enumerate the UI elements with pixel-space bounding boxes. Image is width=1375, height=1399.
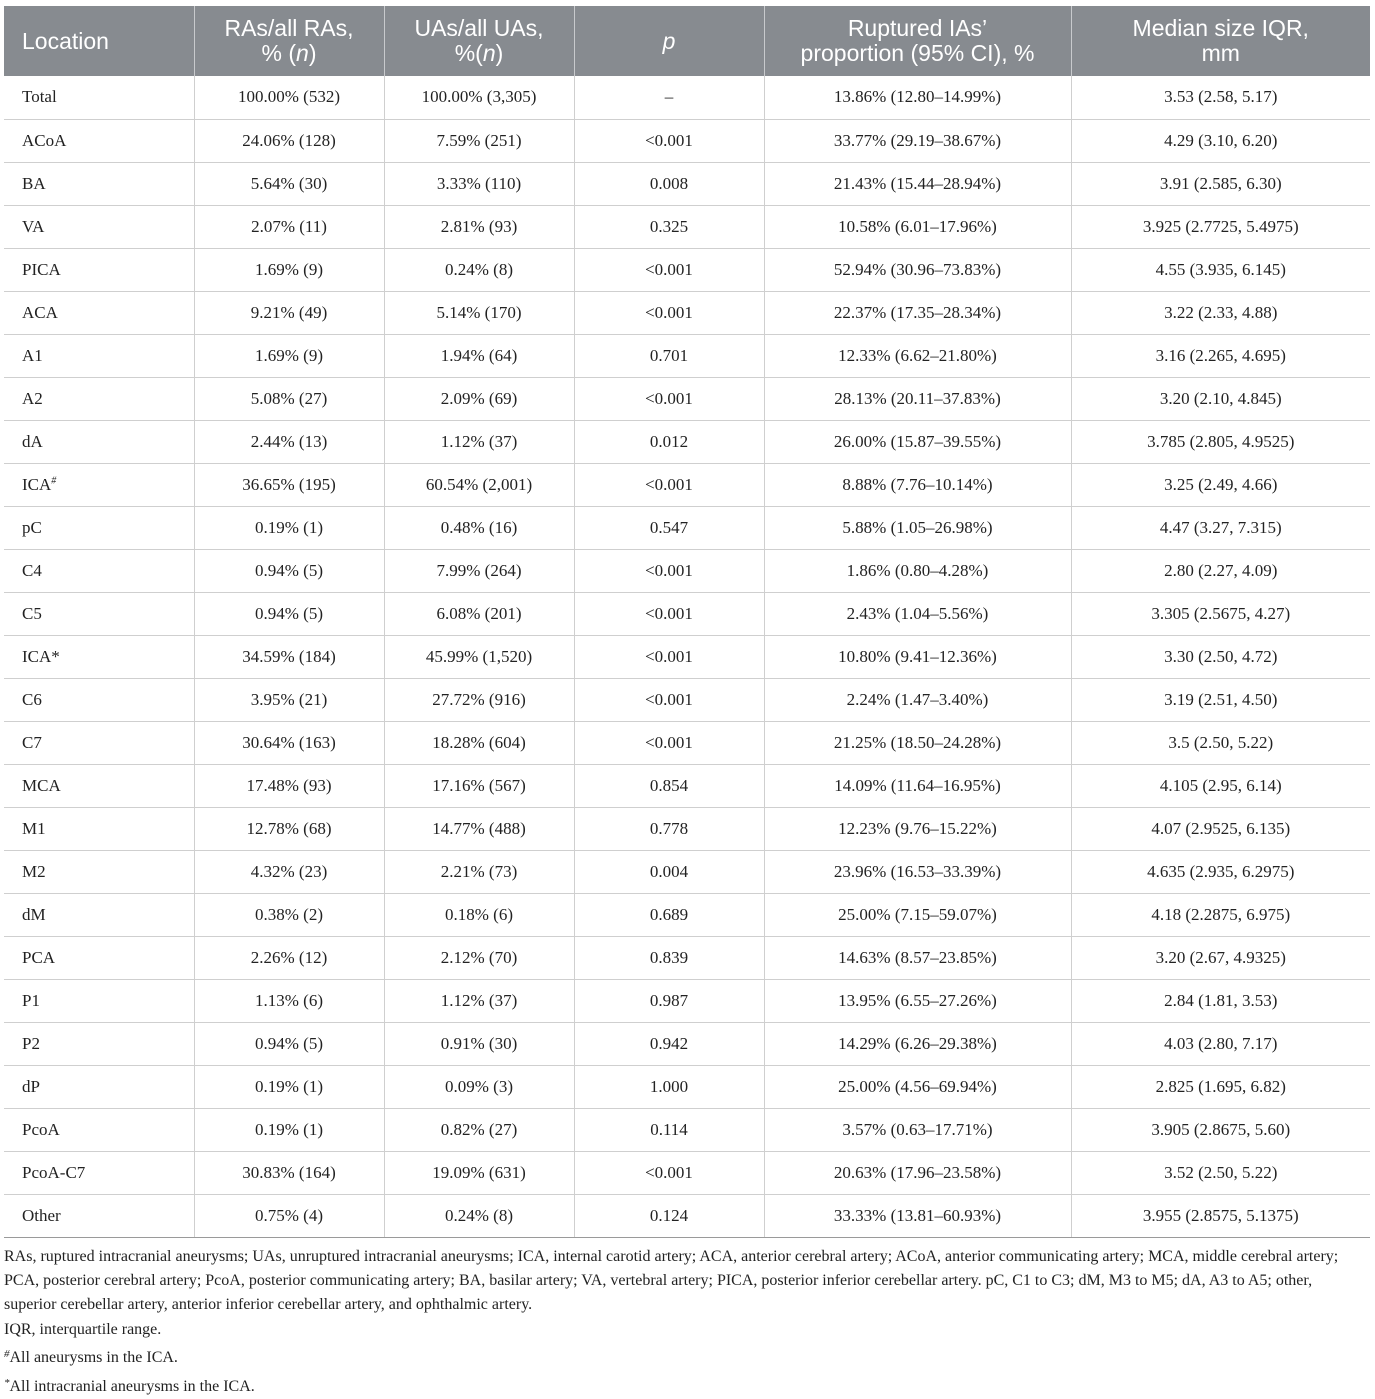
cell-proportion: 33.33% (13.81–60.93%) <box>764 1194 1071 1237</box>
cell-median-size: 4.18 (2.2875, 6.975) <box>1071 893 1370 936</box>
cell-uas: 27.72% (916) <box>384 678 574 721</box>
cell-proportion: 10.80% (9.41–12.36%) <box>764 635 1071 678</box>
cell-uas: 3.33% (110) <box>384 162 574 205</box>
cell-ras: 0.94% (5) <box>194 549 384 592</box>
cell-location: Total <box>4 76 194 119</box>
cell-location: ACoA <box>4 119 194 162</box>
cell-ras: 2.07% (11) <box>194 205 384 248</box>
cell-median-size: 3.305 (2.5675, 4.27) <box>1071 592 1370 635</box>
cell-median-size: 2.825 (1.695, 6.82) <box>1071 1065 1370 1108</box>
cell-uas: 0.91% (30) <box>384 1022 574 1065</box>
table-row <box>4 1194 1370 1237</box>
cell-median-size: 4.07 (2.9525, 6.135) <box>1071 807 1370 850</box>
cell-proportion: 14.29% (6.26–29.38%) <box>764 1022 1071 1065</box>
cell-uas: 60.54% (2,001) <box>384 463 574 506</box>
table-row <box>4 764 1370 807</box>
cell-location: ICA# <box>4 463 194 506</box>
cell-location: PcoA <box>4 1108 194 1151</box>
cell-p: 0.124 <box>574 1194 764 1237</box>
cell-p: 0.547 <box>574 506 764 549</box>
cell-median-size: 3.52 (2.50, 5.22) <box>1071 1151 1370 1194</box>
cell-proportion: 8.88% (7.76–10.14%) <box>764 463 1071 506</box>
cell-location: A1 <box>4 334 194 377</box>
cell-uas: 18.28% (604) <box>384 721 574 764</box>
table-row <box>4 248 1370 291</box>
cell-uas: 5.14% (170) <box>384 291 574 334</box>
cell-uas: 2.21% (73) <box>384 850 574 893</box>
cell-p: <0.001 <box>574 291 764 334</box>
cell-location: pC <box>4 506 194 549</box>
cell-ras: 3.95% (21) <box>194 678 384 721</box>
cell-proportion: 25.00% (4.56–69.94%) <box>764 1065 1071 1108</box>
cell-p: 0.839 <box>574 936 764 979</box>
cell-uas: 1.94% (64) <box>384 334 574 377</box>
header-proportion: Ruptured IAs’ proportion (95% CI), % <box>764 6 1071 76</box>
cell-median-size: 4.03 (2.80, 7.17) <box>1071 1022 1370 1065</box>
table-body <box>4 76 1370 1237</box>
header-uas: UAs/all UAs, %(n) <box>384 6 574 76</box>
data-table <box>4 6 1370 1238</box>
cell-proportion: 5.88% (1.05–26.98%) <box>764 506 1071 549</box>
cell-p: 0.778 <box>574 807 764 850</box>
cell-location: C6 <box>4 678 194 721</box>
cell-uas: 7.59% (251) <box>384 119 574 162</box>
cell-p: – <box>574 76 764 119</box>
cell-median-size: 4.29 (3.10, 6.20) <box>1071 119 1370 162</box>
table-row <box>4 678 1370 721</box>
footnote-iqr: IQR, interquartile range. <box>4 1320 162 1338</box>
footnote-abbreviations: RAs, ruptured intracranial aneurysms; UAs, unruptured intracranial aneurysms; ICA, internal carotid artery; ACA, anterior cerebral artery; ACoA, anterior communicating artery; MCA, middle cerebral artery; PCA, posterior cerebral artery; PcoA, posterior communicating artery; BA, basilar artery; VA, vertebral artery; PICA, posterior inferior cerebellar artery. pC, C1 to C3; dM, M3 to M5; dA, A3 to A5; other, superior cerebellar artery, anterior inferior cerebellar artery, and ophthalmic artery. <box>4 1247 1339 1314</box>
cell-p: 0.854 <box>574 764 764 807</box>
cell-ras: 0.19% (1) <box>194 506 384 549</box>
cell-ras: 34.59% (184) <box>194 635 384 678</box>
cell-ras: 24.06% (128) <box>194 119 384 162</box>
cell-p: 0.942 <box>574 1022 764 1065</box>
cell-p: <0.001 <box>574 377 764 420</box>
table-row <box>4 205 1370 248</box>
table-row <box>4 506 1370 549</box>
cell-ras: 17.48% (93) <box>194 764 384 807</box>
cell-uas: 0.48% (16) <box>384 506 574 549</box>
cell-median-size: 3.925 (2.7725, 5.4975) <box>1071 205 1370 248</box>
cell-proportion: 2.24% (1.47–3.40%) <box>764 678 1071 721</box>
table-row <box>4 936 1370 979</box>
cell-location: M1 <box>4 807 194 850</box>
table-row <box>4 893 1370 936</box>
cell-uas: 1.12% (37) <box>384 979 574 1022</box>
table-row <box>4 1108 1370 1151</box>
cell-uas: 2.12% (70) <box>384 936 574 979</box>
cell-ras: 2.44% (13) <box>194 420 384 463</box>
cell-p: 0.008 <box>574 162 764 205</box>
cell-location: C4 <box>4 549 194 592</box>
cell-ras: 12.78% (68) <box>194 807 384 850</box>
header-location: Location <box>4 6 194 76</box>
cell-ras: 1.13% (6) <box>194 979 384 1022</box>
cell-proportion: 28.13% (20.11–37.83%) <box>764 377 1071 420</box>
cell-proportion: 26.00% (15.87–39.55%) <box>764 420 1071 463</box>
cell-p: 0.325 <box>574 205 764 248</box>
table-row <box>4 549 1370 592</box>
header-p: p <box>574 6 764 76</box>
table-row <box>4 162 1370 205</box>
cell-median-size: 3.785 (2.805, 4.9525) <box>1071 420 1370 463</box>
cell-median-size: 3.905 (2.8675, 5.60) <box>1071 1108 1370 1151</box>
cell-ras: 4.32% (23) <box>194 850 384 893</box>
cell-ras: 30.83% (164) <box>194 1151 384 1194</box>
cell-ras: 0.19% (1) <box>194 1065 384 1108</box>
cell-p: <0.001 <box>574 248 764 291</box>
cell-p: <0.001 <box>574 635 764 678</box>
cell-uas: 45.99% (1,520) <box>384 635 574 678</box>
cell-location: C7 <box>4 721 194 764</box>
cell-p: <0.001 <box>574 549 764 592</box>
table-row <box>4 463 1370 506</box>
cell-ras: 1.69% (9) <box>194 334 384 377</box>
cell-p: <0.001 <box>574 1151 764 1194</box>
table-row <box>4 420 1370 463</box>
cell-proportion: 14.63% (8.57–23.85%) <box>764 936 1071 979</box>
cell-location: BA <box>4 162 194 205</box>
table-row <box>4 850 1370 893</box>
cell-proportion: 12.33% (6.62–21.80%) <box>764 334 1071 377</box>
cell-median-size: 3.955 (2.8575, 5.1375) <box>1071 1194 1370 1237</box>
cell-location: MCA <box>4 764 194 807</box>
document <box>4 6 1370 1399</box>
cell-uas: 0.24% (8) <box>384 248 574 291</box>
cell-location: ICA* <box>4 635 194 678</box>
table-row <box>4 1151 1370 1194</box>
cell-median-size: 4.635 (2.935, 6.2975) <box>1071 850 1370 893</box>
cell-p: 1.000 <box>574 1065 764 1108</box>
cell-p: <0.001 <box>574 721 764 764</box>
table-header <box>4 6 1370 76</box>
cell-proportion: 21.25% (18.50–24.28%) <box>764 721 1071 764</box>
cell-p: <0.001 <box>574 592 764 635</box>
cell-uas: 19.09% (631) <box>384 1151 574 1194</box>
cell-p: 0.701 <box>574 334 764 377</box>
cell-uas: 0.09% (3) <box>384 1065 574 1108</box>
cell-location: Other <box>4 1194 194 1237</box>
table-row <box>4 1065 1370 1108</box>
cell-median-size: 3.30 (2.50, 4.72) <box>1071 635 1370 678</box>
table-row <box>4 377 1370 420</box>
footnote-hash: #All aneurysms in the ICA. <box>4 1348 178 1367</box>
table-row <box>4 119 1370 162</box>
table-row <box>4 1022 1370 1065</box>
cell-uas: 14.77% (488) <box>384 807 574 850</box>
cell-uas: 1.12% (37) <box>384 420 574 463</box>
cell-ras: 0.75% (4) <box>194 1194 384 1237</box>
cell-median-size: 3.22 (2.33, 4.88) <box>1071 291 1370 334</box>
cell-proportion: 25.00% (7.15–59.07%) <box>764 893 1071 936</box>
cell-location: dP <box>4 1065 194 1108</box>
footnote-marker: # <box>51 474 57 486</box>
cell-median-size: 3.19 (2.51, 4.50) <box>1071 678 1370 721</box>
cell-median-size: 3.5 (2.50, 5.22) <box>1071 721 1370 764</box>
cell-proportion: 13.86% (12.80–14.99%) <box>764 76 1071 119</box>
cell-uas: 17.16% (567) <box>384 764 574 807</box>
cell-location: P2 <box>4 1022 194 1065</box>
cell-proportion: 1.86% (0.80–4.28%) <box>764 549 1071 592</box>
cell-p: <0.001 <box>574 463 764 506</box>
cell-median-size: 4.47 (3.27, 7.315) <box>1071 506 1370 549</box>
cell-proportion: 14.09% (11.64–16.95%) <box>764 764 1071 807</box>
footnote-star: *All intracranial aneurysms in the ICA. <box>4 1376 255 1395</box>
cell-uas: 0.82% (27) <box>384 1108 574 1151</box>
cell-proportion: 13.95% (6.55–27.26%) <box>764 979 1071 1022</box>
table-row <box>4 807 1370 850</box>
cell-ras: 100.00% (532) <box>194 76 384 119</box>
cell-uas: 7.99% (264) <box>384 549 574 592</box>
cell-location: dM <box>4 893 194 936</box>
cell-ras: 0.94% (5) <box>194 1022 384 1065</box>
cell-ras: 1.69% (9) <box>194 248 384 291</box>
cell-ras: 30.64% (163) <box>194 721 384 764</box>
cell-location: dA <box>4 420 194 463</box>
cell-ras: 5.08% (27) <box>194 377 384 420</box>
cell-p: 0.004 <box>574 850 764 893</box>
table-row <box>4 334 1370 377</box>
header-median-size: Median size IQR, mm <box>1071 6 1370 76</box>
table-row <box>4 76 1370 119</box>
cell-uas: 100.00% (3,305) <box>384 76 574 119</box>
cell-ras: 5.64% (30) <box>194 162 384 205</box>
cell-uas: 2.09% (69) <box>384 377 574 420</box>
cell-proportion: 3.57% (0.63–17.71%) <box>764 1108 1071 1151</box>
cell-uas: 0.18% (6) <box>384 893 574 936</box>
cell-p: 0.012 <box>574 420 764 463</box>
cell-proportion: 52.94% (30.96–73.83%) <box>764 248 1071 291</box>
cell-location: M2 <box>4 850 194 893</box>
cell-median-size: 3.53 (2.58, 5.17) <box>1071 76 1370 119</box>
cell-median-size: 2.80 (2.27, 4.09) <box>1071 549 1370 592</box>
cell-location: ACA <box>4 291 194 334</box>
cell-uas: 2.81% (93) <box>384 205 574 248</box>
header-ras: RAs/all RAs, % (n) <box>194 6 384 76</box>
cell-median-size: 2.84 (1.81, 3.53) <box>1071 979 1370 1022</box>
cell-location: PICA <box>4 248 194 291</box>
cell-median-size: 3.20 (2.67, 4.9325) <box>1071 936 1370 979</box>
cell-ras: 0.19% (1) <box>194 1108 384 1151</box>
cell-uas: 6.08% (201) <box>384 592 574 635</box>
cell-proportion: 20.63% (17.96–23.58%) <box>764 1151 1071 1194</box>
cell-location: C5 <box>4 592 194 635</box>
cell-proportion: 12.23% (9.76–15.22%) <box>764 807 1071 850</box>
footnotes <box>4 1245 1370 1399</box>
cell-ras: 0.38% (2) <box>194 893 384 936</box>
cell-median-size: 4.55 (3.935, 6.145) <box>1071 248 1370 291</box>
cell-location: P1 <box>4 979 194 1022</box>
cell-location: PCA <box>4 936 194 979</box>
table-row <box>4 721 1370 764</box>
cell-ras: 0.94% (5) <box>194 592 384 635</box>
cell-p: 0.987 <box>574 979 764 1022</box>
table-row <box>4 635 1370 678</box>
cell-median-size: 3.25 (2.49, 4.66) <box>1071 463 1370 506</box>
cell-proportion: 10.58% (6.01–17.96%) <box>764 205 1071 248</box>
cell-proportion: 23.96% (16.53–33.39%) <box>764 850 1071 893</box>
cell-p: 0.114 <box>574 1108 764 1151</box>
cell-p: <0.001 <box>574 119 764 162</box>
cell-median-size: 3.20 (2.10, 4.845) <box>1071 377 1370 420</box>
table-row <box>4 291 1370 334</box>
cell-proportion: 2.43% (1.04–5.56%) <box>764 592 1071 635</box>
cell-location: A2 <box>4 377 194 420</box>
cell-proportion: 21.43% (15.44–28.94%) <box>764 162 1071 205</box>
cell-proportion: 22.37% (17.35–28.34%) <box>764 291 1071 334</box>
cell-ras: 2.26% (12) <box>194 936 384 979</box>
cell-location: VA <box>4 205 194 248</box>
cell-proportion: 33.77% (29.19–38.67%) <box>764 119 1071 162</box>
cell-median-size: 3.16 (2.265, 4.695) <box>1071 334 1370 377</box>
cell-p: <0.001 <box>574 678 764 721</box>
cell-ras: 36.65% (195) <box>194 463 384 506</box>
cell-median-size: 3.91 (2.585, 6.30) <box>1071 162 1370 205</box>
cell-location: PcoA-C7 <box>4 1151 194 1194</box>
cell-p: 0.689 <box>574 893 764 936</box>
cell-uas: 0.24% (8) <box>384 1194 574 1237</box>
cell-median-size: 4.105 (2.95, 6.14) <box>1071 764 1370 807</box>
table-row <box>4 979 1370 1022</box>
cell-ras: 9.21% (49) <box>194 291 384 334</box>
table-row <box>4 592 1370 635</box>
